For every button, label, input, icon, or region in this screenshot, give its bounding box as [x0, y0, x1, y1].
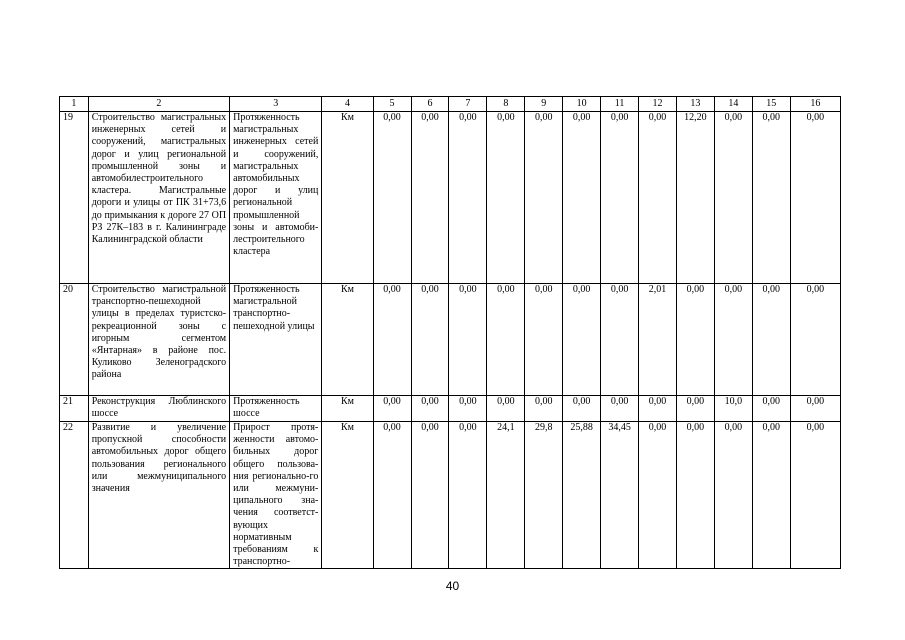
value-cell: 0,00 [752, 422, 790, 569]
column-number: 11 [601, 97, 639, 112]
value-cell: 0,00 [639, 422, 677, 569]
value-cell: 0,00 [639, 112, 677, 284]
column-number: 6 [411, 97, 449, 112]
row-number: 22 [60, 422, 89, 569]
value-cell: 0,00 [525, 396, 563, 422]
value-cell: 0,00 [563, 284, 601, 396]
column-number: 13 [676, 97, 714, 112]
value-cell: 0,00 [790, 396, 840, 422]
value-cell: 0,00 [601, 396, 639, 422]
column-number: 4 [322, 97, 373, 112]
column-number: 9 [525, 97, 563, 112]
column-number: 14 [714, 97, 752, 112]
column-number-row [60, 97, 841, 112]
table-row [60, 396, 841, 422]
value-cell: 0,00 [373, 112, 411, 284]
unit: Км [322, 284, 373, 396]
column-number: 7 [449, 97, 487, 112]
event-name: Реконструкция Люблинского шоссе [88, 396, 229, 422]
column-number: 5 [373, 97, 411, 112]
value-cell: 12,20 [676, 112, 714, 284]
value-cell: 25,88 [563, 422, 601, 569]
value-cell: 0,00 [449, 396, 487, 422]
row-number: 19 [60, 112, 89, 284]
event-name: Строительство магистральных инженерных сетей и сооружений, магистральных дорог и улиц региональной промышленной зоны и автомобилестроительного кластера. Магистральные дороги и улицы от ПК 31+73,6 до примыкания к дороге 27 ОП РЗ 27К–183 в г. Калининграде Калининградской области [88, 112, 229, 284]
table-row [60, 112, 841, 284]
column-number: 2 [88, 97, 229, 112]
value-cell: 0,00 [449, 284, 487, 396]
event-name: Развитие и увеличение пропускной способности автомобильных дорог общего пользования регионального или межмуниципального значения [88, 422, 229, 569]
value-cell: 0,00 [563, 112, 601, 284]
value-cell: 0,00 [411, 112, 449, 284]
column-number: 8 [487, 97, 525, 112]
value-cell: 0,00 [563, 396, 601, 422]
column-number: 15 [752, 97, 790, 112]
value-cell: 29,8 [525, 422, 563, 569]
value-cell: 0,00 [790, 112, 840, 284]
column-number: 16 [790, 97, 840, 112]
indicator-name: Протяженность магистральных инженерных сетей и сооружений, магистральных автомобильных дорог и улиц региональной промышленной зоны и автомоби-лестроительного кластера [230, 112, 322, 284]
indicator-name: Протяженность магистральной транспортно-пешеходной улицы [230, 284, 322, 396]
value-cell: 24,1 [487, 422, 525, 569]
value-cell: 0,00 [714, 112, 752, 284]
table-row [60, 422, 841, 569]
value-cell: 0,00 [487, 112, 525, 284]
indicators-table [59, 96, 841, 569]
event-name: Строительство магистральной транспортно-пешеходной улицы в пределах туристско-рекреационной зоны с игорным сегментом «Янтарная» в районе пос. Куликово Зеленоградского района [88, 284, 229, 396]
value-cell: 0,00 [676, 422, 714, 569]
column-number: 3 [230, 97, 322, 112]
value-cell: 2,01 [639, 284, 677, 396]
unit: Км [322, 112, 373, 284]
unit: Км [322, 396, 373, 422]
indicator-name: Протяженность шоссе [230, 396, 322, 422]
value-cell: 0,00 [525, 284, 563, 396]
value-cell: 0,00 [373, 422, 411, 569]
row-number: 21 [60, 396, 89, 422]
column-number: 10 [563, 97, 601, 112]
value-cell: 0,00 [373, 284, 411, 396]
value-cell: 0,00 [752, 284, 790, 396]
value-cell: 0,00 [790, 284, 840, 396]
value-cell: 0,00 [676, 396, 714, 422]
column-number: 1 [60, 97, 89, 112]
value-cell: 0,00 [487, 284, 525, 396]
value-cell: 0,00 [411, 422, 449, 569]
unit: Км [322, 422, 373, 569]
value-cell: 0,00 [411, 284, 449, 396]
value-cell: 0,00 [676, 284, 714, 396]
value-cell: 0,00 [449, 112, 487, 284]
value-cell: 0,00 [639, 396, 677, 422]
page-number: 40 [445, 579, 460, 593]
value-cell: 0,00 [714, 422, 752, 569]
value-cell: 0,00 [601, 284, 639, 396]
value-cell: 0,00 [411, 396, 449, 422]
value-cell: 0,00 [714, 284, 752, 396]
value-cell: 10,0 [714, 396, 752, 422]
indicator-name: Прирост протя-женности автомо-бильных дорог общего пользова-ния регионально-го или межмуни-ципального зна-чения соответст-вующих нормативным требованиям к транспортно- [230, 422, 322, 569]
value-cell: 0,00 [752, 396, 790, 422]
row-number: 20 [60, 284, 89, 396]
value-cell: 0,00 [487, 396, 525, 422]
value-cell: 0,00 [373, 396, 411, 422]
value-cell: 0,00 [525, 112, 563, 284]
value-cell: 34,45 [601, 422, 639, 569]
value-cell: 0,00 [449, 422, 487, 569]
value-cell: 0,00 [752, 112, 790, 284]
value-cell: 0,00 [790, 422, 840, 569]
table-row [60, 284, 841, 396]
column-number: 12 [639, 97, 677, 112]
value-cell: 0,00 [601, 112, 639, 284]
